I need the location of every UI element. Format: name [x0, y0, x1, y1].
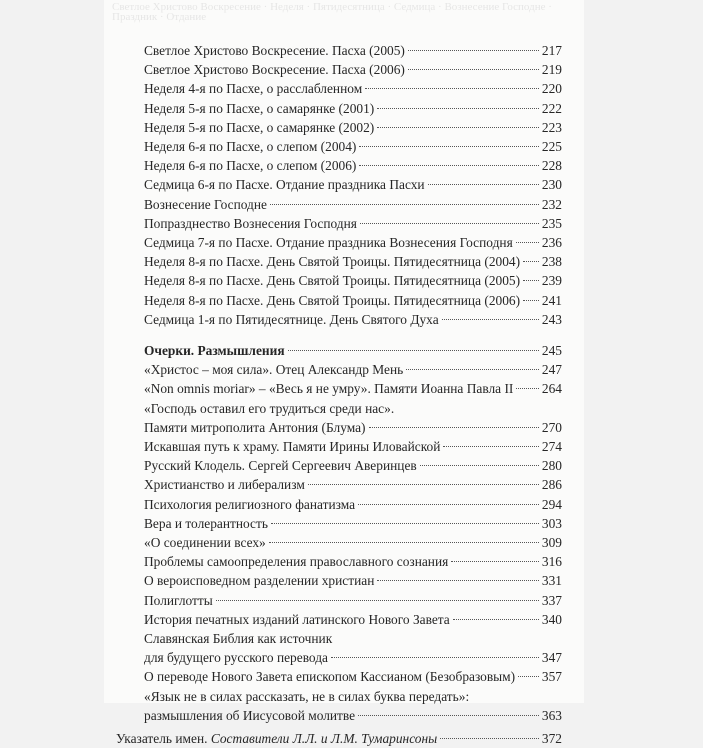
toc-entry: О переводе Нового Завета епископом Кассианом (Безобразовым) 357: [144, 669, 562, 685]
index-entry: Указатель имен. Составители Л.Л. и Л.М. Тумаринсоны 372: [116, 731, 562, 747]
toc-entry: Вознесение Господне 232: [144, 196, 562, 212]
toc-entry: Светлое Христово Воскресение. Пасха (2006) 219: [144, 62, 562, 78]
toc-entry-line: «Господь оставил его трудиться среди нас».: [144, 400, 395, 416]
section-heading: Очерки. Размышления 245: [144, 343, 562, 358]
toc-entry: Неделя 5-я по Пасхе, о самарянке (2001) 222: [144, 100, 562, 116]
show-through-text: Светлое Христово Воскресение · Неделя · Пятидесятница · Седмица · Вознесение Господне · Праздник · Отдание: [112, 1, 552, 23]
toc-entry: Седмица 1-я по Пятидесятнице. День Святого Духа 243: [144, 311, 562, 327]
toc-entry-line: Славянская Библия как источник: [144, 631, 333, 646]
toc-entry: Вера и толерантность 303: [144, 515, 562, 531]
toc-entry: Неделя 5-я по Пасхе, о самарянке (2002) 223: [144, 119, 562, 135]
toc-entry-line: «Язык не в силах рассказать, не в силах буква передать»:: [144, 688, 470, 704]
toc-entry: Попразднество Вознесения Господня 235: [144, 215, 562, 231]
toc-entry: Седмица 7-я по Пасхе. Отдание праздника Вознесения Господня 236: [144, 235, 562, 250]
toc-entry: Полиглотты 337: [144, 592, 562, 608]
toc-entry: Неделя 8-я по Пасхе. День Святой Троицы. Пятидесятница (2005) 239: [144, 273, 562, 289]
toc-entry: О вероисповедном разделении христиан 331: [144, 573, 562, 589]
toc-entry: «О соединении всех» 309: [144, 535, 562, 550]
toc-entry: Неделя 8-я по Пасхе. День Святой Троицы. Пятидесятница (2006) 241: [144, 292, 562, 308]
toc-entry: Неделя 4-я по Пасхе, о расслабленном 220: [144, 81, 562, 97]
toc-entry: Неделя 6-я по Пасхе, о слепом (2006) 228: [144, 158, 562, 174]
toc-entry: «Non omnis moriar» – «Весь я не умру». Памяти Иоанна Павла II 264: [144, 381, 562, 397]
toc-entry: Неделя 8-я по Пасхе. День Святой Троицы. Пятидесятница (2004) 238: [144, 254, 562, 270]
toc-entry: Седмица 6-я по Пасхе. Отдание праздника Пасхи 230: [144, 177, 562, 193]
toc-entry: Психология религиозного фанатизма 294: [144, 496, 562, 512]
toc-entry: Искавшая путь к храму. Памяти Ирины Иловайской 274: [144, 439, 562, 454]
toc-entry: размышления об Иисусовой молитве 363: [144, 707, 562, 723]
book-page-lower: [104, 0, 584, 703]
toc-entry: Христианство и либерализм 286: [144, 477, 562, 493]
toc-entry: для будущего русского перевода 347: [144, 650, 562, 666]
toc-entry: «Христос – моя сила». Отец Александр Мень 247: [144, 362, 562, 378]
toc-entry: Светлое Христово Воскресение. Пасха (2005) 217: [144, 43, 562, 58]
toc-entry: Русский Клодель. Сергей Сергеевич Аверинцев 280: [144, 458, 562, 474]
toc-entry: История печатных изданий латинского Нового Завета 340: [144, 611, 562, 627]
toc-entry: Памяти митрополита Антония (Блума) 270: [144, 419, 562, 435]
toc-entry: Проблемы самоопределения православного сознания 316: [144, 554, 562, 570]
toc-entry: Неделя 6-я по Пасхе, о слепом (2004) 225: [144, 139, 562, 154]
